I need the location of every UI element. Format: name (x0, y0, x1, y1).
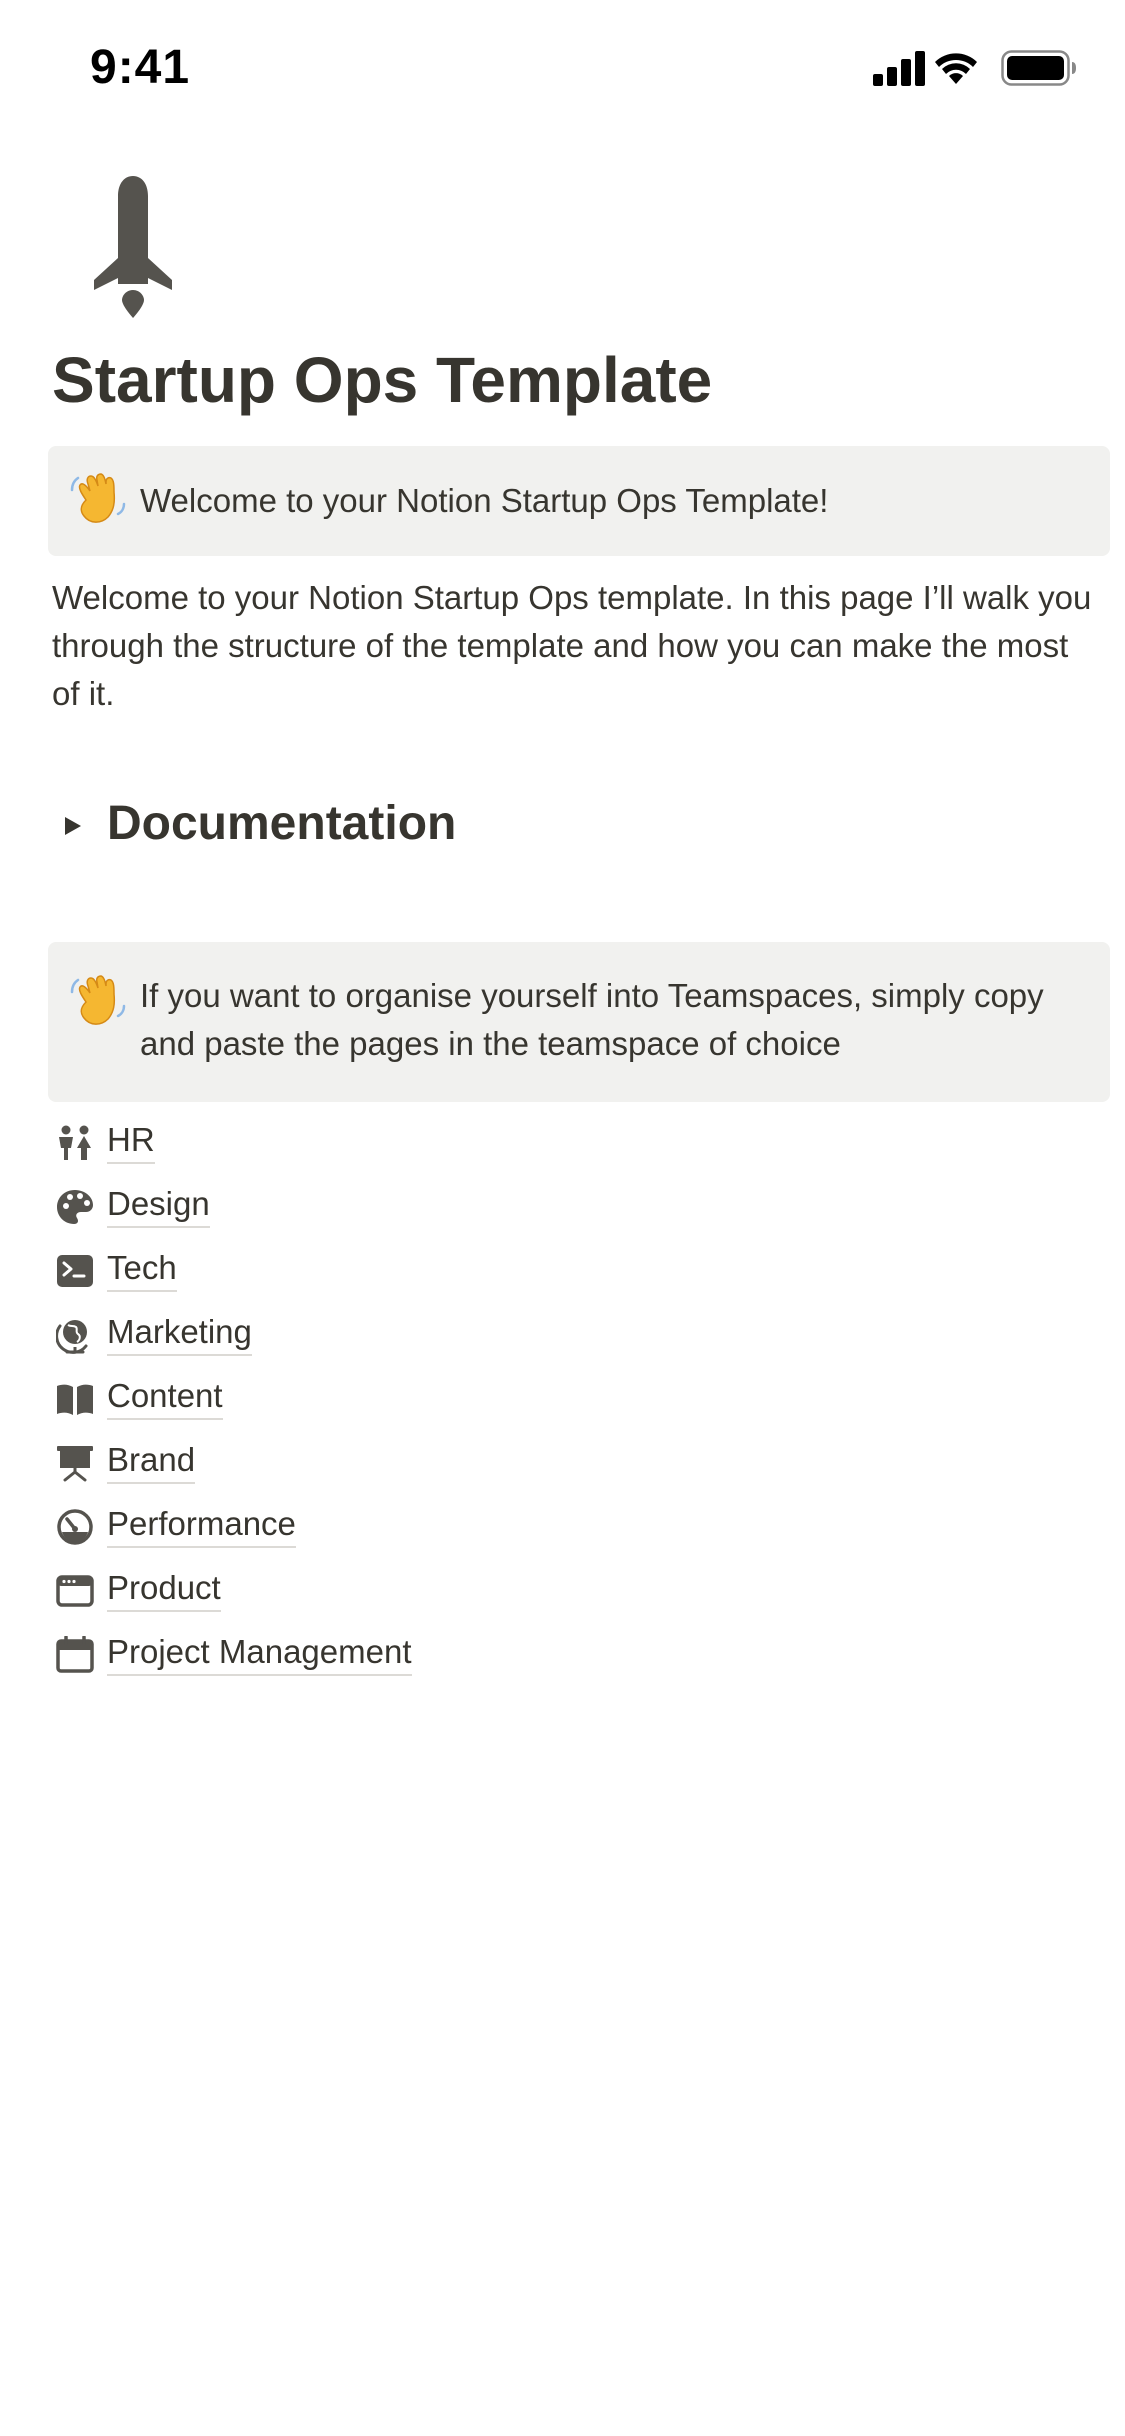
book-icon (56, 1380, 94, 1418)
page-link-content[interactable] (52, 1366, 1052, 1430)
page-title[interactable]: Startup Ops Template (52, 344, 713, 416)
toggle-arrow-icon[interactable] (62, 814, 84, 838)
page-link-label[interactable]: HR (107, 1120, 155, 1164)
terminal-icon (56, 1252, 94, 1290)
page-link-design[interactable] (52, 1174, 1052, 1238)
rocket-icon (88, 172, 178, 320)
wifi-icon (933, 50, 979, 86)
page-link-label[interactable]: Product (107, 1568, 221, 1612)
page-link-performance[interactable] (52, 1494, 1052, 1558)
page-link-marketing[interactable] (52, 1302, 1052, 1366)
page-link-project-management[interactable] (52, 1622, 1052, 1686)
waving-hand-icon (68, 470, 128, 530)
page-link-hr[interactable] (52, 1110, 1052, 1174)
battery-icon (1001, 50, 1077, 86)
intro-paragraph[interactable]: Welcome to your Notion Startup Ops template. In this page I’ll walk you through the structure of the template and how you can make the most of it. (52, 579, 1092, 712)
people-icon (56, 1124, 94, 1162)
page-link-label[interactable]: Tech (107, 1248, 177, 1292)
page-link-label[interactable]: Marketing (107, 1312, 252, 1356)
welcome-callout-text[interactable]: Welcome to your Notion Startup Ops Template! (140, 482, 829, 519)
page-link-label[interactable]: Project Management (107, 1632, 412, 1676)
toggle-heading-label[interactable]: Documentation (107, 797, 457, 850)
welcome-callout (48, 446, 1110, 556)
page-link-label[interactable]: Brand (107, 1440, 195, 1484)
page-link-product[interactable] (52, 1558, 1052, 1622)
page-link-label[interactable]: Design (107, 1184, 210, 1228)
gauge-icon (56, 1508, 94, 1546)
waving-hand-icon (68, 972, 128, 1032)
teamspaces-callout-text[interactable]: If you want to organise yourself into Teamspaces, simply copy and paste the pages in the teamspace of choice (140, 977, 1044, 1062)
calendar-icon (56, 1636, 94, 1674)
cellular-signal-icon (873, 50, 927, 86)
status-bar (0, 0, 1125, 132)
status-time: 9:41 (90, 41, 191, 94)
globe-icon (56, 1316, 94, 1354)
presentation-icon (56, 1444, 94, 1482)
page-link-tech[interactable] (52, 1238, 1052, 1302)
page-links-list (52, 1110, 1052, 1686)
palette-icon (56, 1188, 94, 1226)
page-link-label[interactable]: Performance (107, 1504, 296, 1548)
documentation-toggle[interactable] (52, 790, 652, 862)
teamspaces-callout (48, 942, 1110, 1102)
browser-window-icon (56, 1572, 94, 1610)
page-link-label[interactable]: Content (107, 1376, 223, 1420)
page-icon[interactable] (88, 172, 178, 320)
page-link-brand[interactable] (52, 1430, 1052, 1494)
